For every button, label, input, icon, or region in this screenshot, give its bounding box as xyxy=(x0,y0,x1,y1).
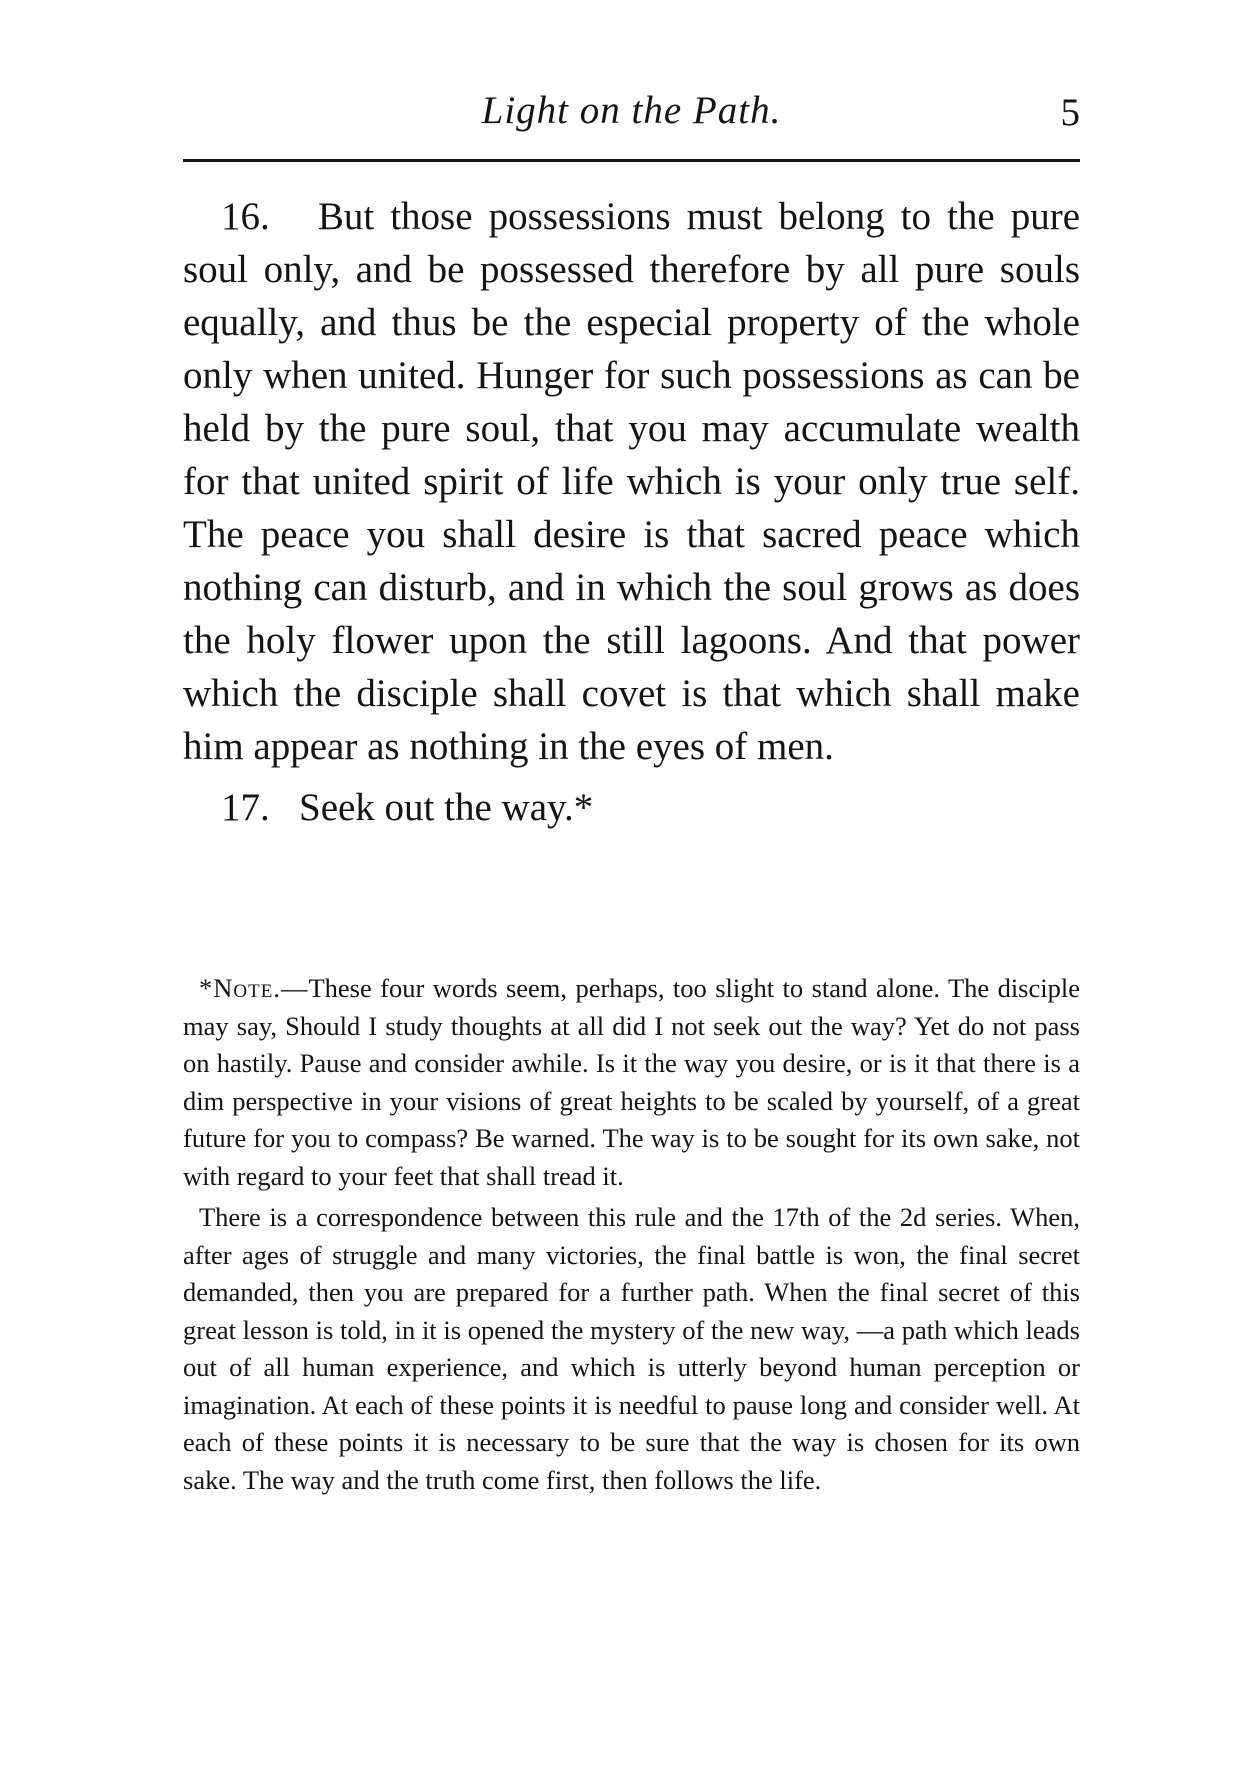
running-title: Light on the Path. xyxy=(481,89,782,132)
header-rule xyxy=(183,159,1080,162)
paragraph-number: 16. xyxy=(221,195,270,238)
footnote-paragraph xyxy=(183,970,1080,1195)
paragraph-number: 17. xyxy=(221,786,270,829)
page-number: 5 xyxy=(1060,91,1080,134)
paragraph-16 xyxy=(183,190,1080,773)
footnote-paragraph xyxy=(183,1199,1080,1499)
footnote-text: There is a correspondence between this rule and the 17th of the 2d series. When, after ages of struggle and many victories, the final battle is won, the final secret demanded, then you are prepared for a further path. When the final secret of this great lesson is told, in it is opened the mystery of the new way, —a path which leads out of all human experience, and which is utterly beyond human perception or imagination. At each of these points it is needful to pause long and consider well. At each of these points it is necessary to be sure that the way is chosen for its own sake. The way and the truth come first, then follows the life. xyxy=(183,1202,1080,1495)
footnote-label: *Note.— xyxy=(199,973,309,1003)
running-header xyxy=(183,88,1080,148)
footnote-text: These four words seem, perhaps, too slight to stand alone. The disciple may say, Should I study thoughts at all did I not seek out the way? Yet do not pass on hastily. Pause and consider awhile. Is it the way you desire, or is it that there is a dim perspective in your visions of great heights to be scaled by yourself, of a great future for you to compass? Be warned. The way is to be sought for its own sake, not with regard to your feet that shall tread it. xyxy=(183,973,1080,1191)
footnote xyxy=(183,970,1080,1499)
paragraph-text: Seek out the way.* xyxy=(299,786,594,829)
main-text xyxy=(183,190,1080,834)
paragraph-17 xyxy=(183,781,1080,834)
paragraph-text: But those possessions must belong to the pure soul only, and be possessed therefore by all pure souls equally, and thus be the especial property of the whole only when united. Hunger for such possessions as can be held by the pure soul, that you may accumulate wealth for that united spirit of life which is your only true self. The peace you shall desire is that sacred peace which nothing can disturb, and in which the soul grows as does the holy flower upon the still lagoons. And that power which the disciple shall covet is that which shall make him appear as nothing in the eyes of men. xyxy=(183,195,1081,768)
